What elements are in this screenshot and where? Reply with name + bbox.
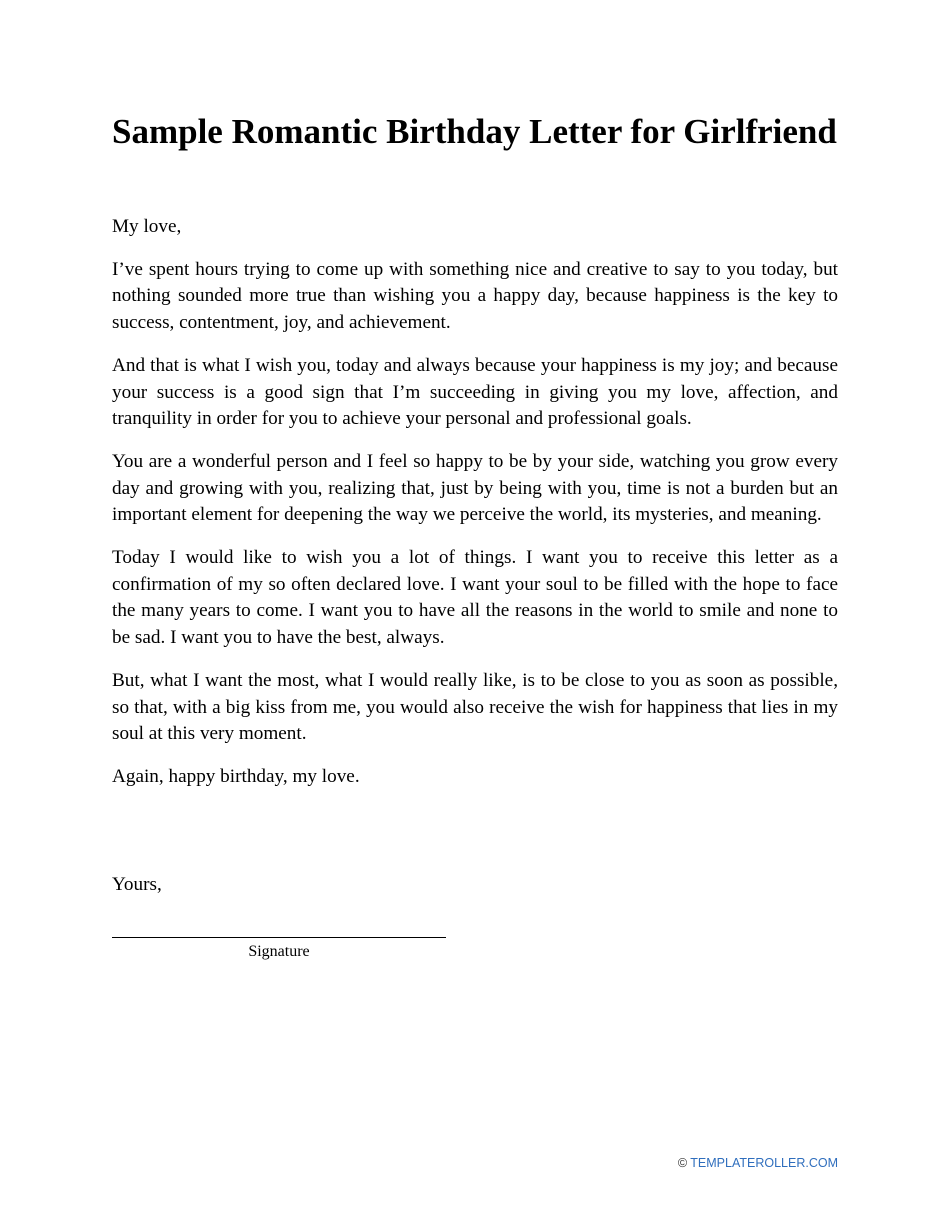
- document-title: Sample Romantic Birthday Letter for Girlfriend: [112, 112, 837, 151]
- paragraph-1: I’ve spent hours trying to come up with something nice and creative to say to you today, but nothing sounded more true than wishing you a happy day, because happiness is the key to success, contentment, joy, and achievement.: [112, 258, 838, 334]
- signature-line: [112, 937, 446, 938]
- salutation: My love,: [112, 216, 182, 237]
- footer-credit: [678, 1155, 838, 1171]
- signature-label: Signature: [248, 943, 310, 960]
- paragraph-4: Today I would like to wish you a lot of things. I want you to receive this letter as a confirmation of my so often declared love. I want your soul to be filled with the hope to face the many years to come. I want you to have all the reasons in the world to smile and none to be sad. I want you to have the best, always.: [112, 547, 838, 649]
- paragraph-3: You are a wonderful person and I feel so happy to be by your side, watching you grow every day and growing with you, realizing that, just by being with you, time is not a burden but an important element for deepening the way we perceive the world, its mysteries, and meaning.: [112, 450, 838, 526]
- paragraph-2: And that is what I wish you, today and always because your happiness is my joy; and because your success is a good sign that I’m succeeding in giving you my love, affection, and tranquility in order for you to achieve your personal and professional goals.: [112, 354, 838, 430]
- copyright-symbol: ©: [677, 1156, 688, 1170]
- closing: Yours,: [112, 874, 162, 895]
- paragraph-5: But, what I want the most, what I would really like, is to be close to you as soon as possible, so that, with a big kiss from me, you would also receive the wish for happiness that lies in my soul at this very moment.: [112, 669, 838, 745]
- templateroller-link[interactable]: TEMPLATEROLLER.COM: [690, 1156, 838, 1170]
- letter-body: [112, 214, 838, 807]
- paragraph-6: Again, happy birthday, my love.: [112, 765, 360, 787]
